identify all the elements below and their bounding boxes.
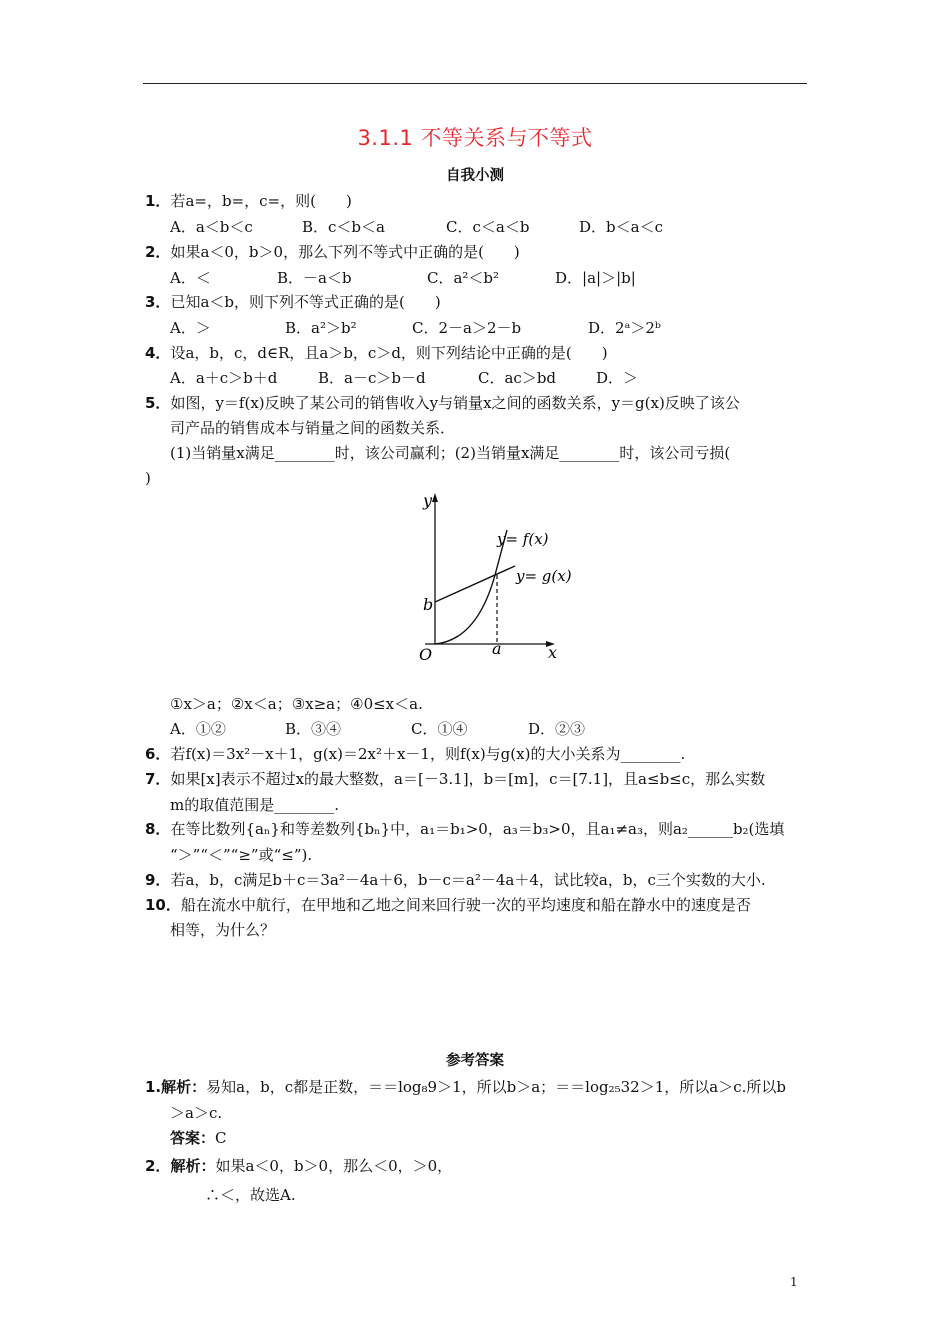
function-graph <box>405 488 575 663</box>
q2-option-b: B．－a＜b <box>277 269 352 287</box>
q2-option-a: A．＜ <box>170 269 211 287</box>
question-8: 8．在等比数列{aₙ}和等差数列{bₙ}中，a₁＝b₁>0，a₃＝b₃>0，且a₁≠a₃，则a₂______b₂(选填 <box>145 820 785 838</box>
q3-option-d: D．2ᵃ＞2ᵇ <box>588 319 661 337</box>
question-3: 3．已知a＜b，则下列不等式正确的是( ) <box>145 293 441 311</box>
page-title: 3.1.1 不等关系与不等式 <box>357 126 593 150</box>
q4-option-c: C．ac＞bd <box>478 369 557 387</box>
answer-1-line2: ＞a＞c. <box>170 1104 223 1122</box>
q2-option-c: C．a²＜b² <box>427 269 500 287</box>
question-5-line4: ) <box>145 469 151 487</box>
question-5-line3: (1)当销量x满足________时，该公司赢利；(2)当销量x满足________时，该公司亏损( <box>170 444 731 462</box>
question-9: 9．若a，b，c满足b＋c＝3a²－4a＋6，b－c＝a²－4a＋4，试比较a，b，c三个实数的大小. <box>145 871 766 889</box>
q5-option-d: D．②③ <box>528 720 586 738</box>
y-axis-arrow <box>432 493 438 502</box>
q2-option-d: D．|a|＞|b| <box>555 269 636 287</box>
q5-option-c: C．①④ <box>411 720 468 738</box>
answer-2-line2: ∴＜，故选A. <box>205 1186 296 1204</box>
q4-option-d: D．＞ <box>596 369 639 387</box>
q5-option-b: B．③④ <box>285 720 342 738</box>
q1-option-d: D．b＜a＜c <box>579 218 663 236</box>
question-1: 1．若a=，b=，c=，则( ) <box>145 192 352 210</box>
q1-option-c: C．c＜a＜b <box>446 218 530 236</box>
q4-option-a: A．a＋c＞b＋d <box>170 369 278 387</box>
g-line <box>435 566 515 602</box>
q4-option-b: B．a－c＞b－d <box>318 369 426 387</box>
y-axis-label: y <box>423 491 433 510</box>
answer-2: 2．解析：如果a＜0，b＞0，那么＜0，＞0， <box>145 1157 453 1175</box>
header-rule <box>143 83 807 84</box>
question-5-line2: 司产品的销售成本与销量之间的函数关系． <box>170 419 456 437</box>
question-10: 10．船在流水中航行，在甲地和乙地之间来回行驶一次的平均速度和船在静水中的速度是否 <box>145 896 751 914</box>
question-7: 7．如果[x]表示不超过x的最大整数，a＝[－3.1]，b＝[m]，c＝[7.1]，且a≤b≤c，那么实数 <box>145 770 766 788</box>
question-8-line2: “＞”“＜”“≥”或“≤”). <box>170 846 313 864</box>
question-10-line2: 相等，为什么？ <box>170 921 276 939</box>
q5-choices: ①x＞a；②x＜a；③x≥a；④0≤x＜a. <box>170 695 423 713</box>
q3-option-a: A．＞ <box>170 319 211 337</box>
q1-option-b: B．c＜b＜a <box>302 218 385 236</box>
question-2: 2．如果a＜0，b＞0，那么下列不等式中正确的是( ) <box>145 243 520 261</box>
answer-1: 1.解析：易知a，b，c都是正数，＝＝log₈9＞1，所以b＞a；＝＝log₂₅32＞1，所以a＞c.所以b <box>145 1078 786 1096</box>
question-7-line2: m的取值范围是________. <box>170 796 339 814</box>
question-5: 5．如图，y＝f(x)反映了某公司的销售收入y与销量x之间的函数关系，y＝g(x)反映了该公 <box>145 394 740 412</box>
section-title: 自我小测 <box>446 168 504 184</box>
question-6: 6．若f(x)＝3x²－x＋1，g(x)＝2x²＋x－1，则f(x)与g(x)的大小关系为________. <box>145 745 686 763</box>
answers-heading: 参考答案 <box>446 1053 504 1069</box>
q5-option-a: A．①② <box>170 720 226 738</box>
answer-1-result: 答案：C <box>170 1129 227 1147</box>
page-number: 1 <box>790 1275 798 1289</box>
b-label: b <box>423 595 434 614</box>
q3-option-c: C．2－a＞2－b <box>412 319 522 337</box>
origin-label: O <box>419 645 433 663</box>
a-label: a <box>492 639 502 658</box>
f-label: y= f(x) <box>497 530 549 548</box>
x-axis-label: x <box>548 643 558 662</box>
g-label: y= g(x) <box>516 567 572 585</box>
q1-option-a: A．a＜b＜c <box>170 218 253 236</box>
question-4: 4．设a，b，c，d∈R，且a＞b，c＞d，则下列结论中正确的是( ) <box>145 344 608 362</box>
q3-option-b: B．a²＞b² <box>285 319 357 337</box>
